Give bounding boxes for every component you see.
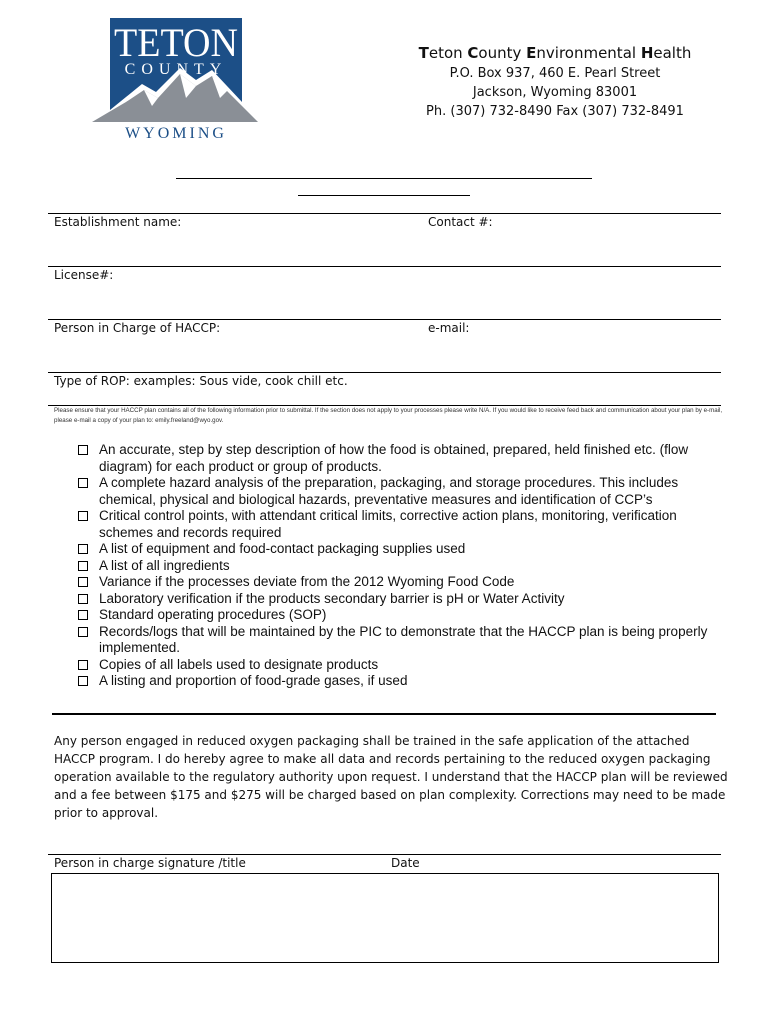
checkbox-icon[interactable] — [78, 561, 88, 571]
requirements-checklist — [78, 442, 718, 690]
address-line-2: Jackson, Wyoming 83001 — [472, 85, 638, 100]
checkbox-icon[interactable] — [78, 544, 88, 554]
checkbox-icon[interactable] — [78, 478, 88, 488]
person-in-charge-label: Person in Charge of HACCP: — [54, 321, 221, 335]
checkbox-icon[interactable] — [78, 676, 88, 686]
checklist-item — [78, 607, 718, 624]
signature-title-label: Person in charge signature /title — [54, 856, 246, 870]
title-line-1[interactable] — [176, 178, 592, 179]
email-label: e-mail: — [428, 321, 470, 335]
phone-fax: Ph. (307) 732-8490 Fax (307) 732-8491 — [426, 104, 684, 119]
logo-line3: WYOMING — [125, 125, 227, 142]
checklist-item-text: Laboratory verification if the products secondary barrier is pH or Water Activity — [99, 590, 565, 606]
checklist-item — [78, 558, 718, 575]
title-rest-3: nvironmental — [536, 44, 641, 62]
checklist-item — [78, 541, 718, 558]
checklist-item-text: A complete hazard analysis of the preparation, packaging, and storage procedures. This includes chemical, physical and biological hazards, preventative measures and identification of CCP’s — [99, 475, 679, 507]
logo-line1: TETON — [114, 20, 238, 65]
checkbox-icon[interactable] — [78, 445, 88, 455]
checklist-item — [78, 673, 718, 690]
checklist-item — [78, 657, 718, 674]
checklist-item — [78, 591, 718, 608]
checklist-item — [78, 475, 718, 508]
logo-mountain-icon — [92, 18, 260, 142]
checklist-item — [78, 442, 718, 475]
address-line-1: P.O. Box 937, 460 E. Pearl Street — [449, 66, 661, 81]
title-cap-t: T — [418, 44, 429, 62]
checklist-item-text: A listing and proportion of food-grade gases, if used — [99, 673, 408, 688]
checklist-item — [78, 574, 718, 591]
title-cap-h: H — [640, 44, 654, 62]
title-cap-c: C — [467, 44, 479, 62]
checkbox-icon[interactable] — [78, 511, 88, 521]
checklist-item-text: Variance if the processes deviate from the 2012 Wyoming Food Code — [99, 574, 515, 589]
checklist-item-text: A list of all ingredients — [99, 557, 230, 573]
agency-title — [410, 42, 700, 64]
title-rest-4: ealth — [653, 44, 692, 62]
field-divider — [48, 372, 721, 373]
date-label: Date — [391, 856, 420, 870]
checklist-item-text: Copies of all labels used to designate products — [99, 656, 379, 672]
checklist-item — [78, 624, 718, 657]
checkbox-icon[interactable] — [78, 610, 88, 620]
instructions-text: Please ensure that your HACCP plan contains all of the following information prior to submittal. If the section does not apply to your processes please write N/A. If you would like to receive feed back and communication about your plan by e-mail, please e-mail a copy of your plan to: emily.freeland@wyo.gov. — [54, 407, 723, 424]
checkbox-icon[interactable] — [78, 660, 88, 670]
field-divider — [48, 213, 721, 214]
checkbox-icon[interactable] — [78, 627, 88, 637]
agency-header — [410, 42, 700, 121]
title-rest-1: eton — [428, 44, 468, 62]
signature-box[interactable] — [51, 873, 719, 963]
field-divider — [48, 266, 721, 267]
checkbox-icon[interactable] — [78, 577, 88, 587]
title-cap-e: E — [526, 44, 537, 62]
teton-county-logo — [92, 18, 260, 142]
license-label: License#: — [54, 268, 114, 282]
field-divider — [48, 319, 721, 320]
title-rest-2: ounty — [478, 44, 527, 62]
establishment-name-label: Establishment name: — [54, 215, 182, 229]
title-line-2[interactable] — [298, 195, 470, 196]
contact-number-label: Contact #: — [428, 215, 493, 229]
checkbox-icon[interactable] — [78, 594, 88, 604]
logo-line2: COUNTY — [124, 61, 228, 78]
section-divider — [52, 713, 716, 715]
checklist-item-text: A list of equipment and food-contact packaging supplies used — [99, 541, 466, 556]
agreement-statement: Any person engaged in reduced oxygen packaging shall be trained in the safe application of the attached HACCP program. I do hereby agree to make all data and records pertaining to the reduced oxygen packaging operation available to the regulatory authority upon request. I understand that the HACCP plan will be reviewed and a fee between $175 and $275 will be charged based on plan complexity. Corrections may need to be made prior to approval. — [54, 734, 728, 820]
checklist-item-text: Records/logs that will be maintained by the PIC to demonstrate that the HACCP plan is being properly implemented. — [99, 623, 708, 655]
checklist-item — [78, 508, 718, 541]
checklist-item-text: Standard operating procedures (SOP) — [99, 607, 327, 622]
checklist-item-text: An accurate, step by step description of how the food is obtained, prepared, held finished etc. (flow diagram) for each product or group of products. — [99, 442, 689, 474]
checklist-item-text: Critical control points, with attendant critical limits, corrective action plans, monitoring, verification schemes and records required — [99, 508, 677, 540]
rop-type-label: Type of ROP: examples: Sous vide, cook chill etc. — [54, 374, 348, 388]
signature-top-line — [48, 854, 721, 855]
